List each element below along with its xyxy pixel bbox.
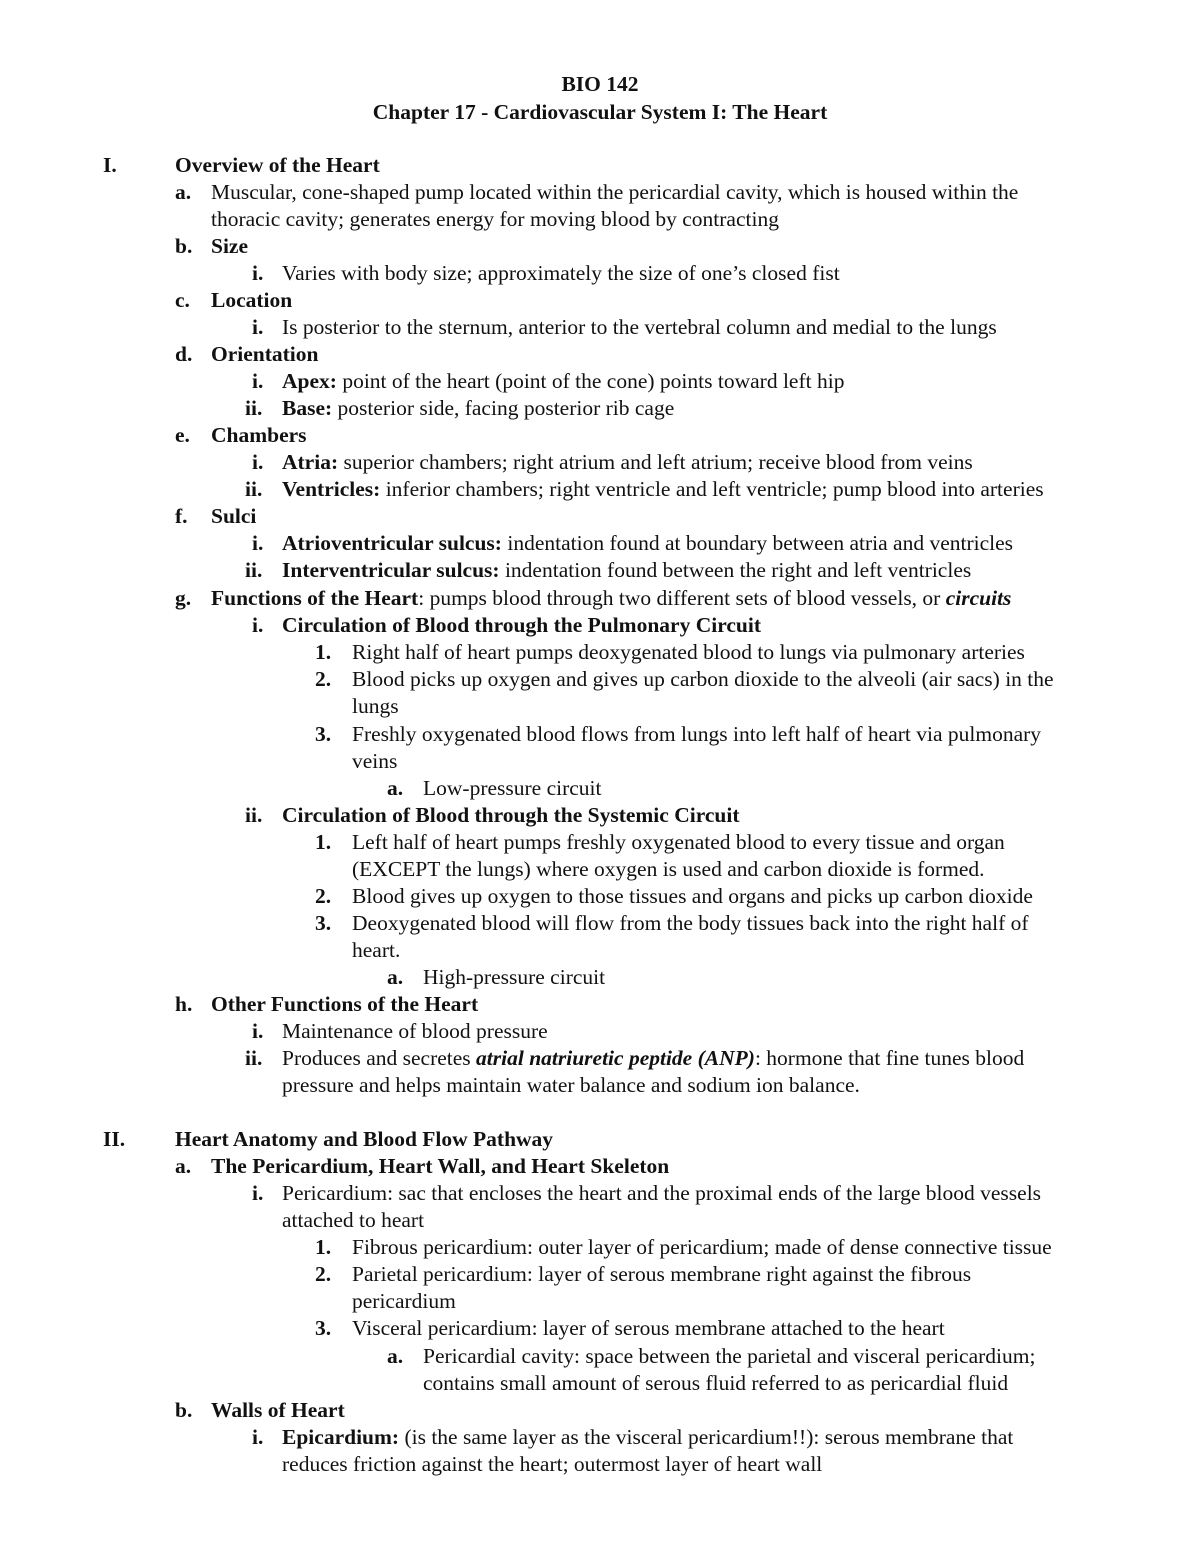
outline-text <box>282 557 971 584</box>
outline-text: (EXCEPT the lungs) where oxygen is used and carbon dioxide is formed. <box>352 857 985 881</box>
list-marker: a. <box>387 776 404 800</box>
list-marker: 2. <box>315 1262 332 1286</box>
outline-text: Deoxygenated blood will flow from the body tissues back into the right half of <box>352 911 1029 935</box>
list-marker: 1. <box>315 640 332 664</box>
list-marker: b. <box>175 1398 193 1422</box>
list-marker: 1. <box>315 830 332 854</box>
outline-text: pericardium <box>352 1289 456 1313</box>
definition: indentation found between the right and left ventricles <box>499 558 972 582</box>
section-marker: I. <box>103 153 117 177</box>
outline-text <box>282 476 1044 503</box>
list-marker: f. <box>175 504 188 528</box>
term: Atrioventricular sulcus: <box>282 531 502 555</box>
outline-text: Blood gives up oxygen to those tissues and organs and picks up carbon dioxide <box>352 884 1033 908</box>
term: Epicardium: <box>282 1425 400 1449</box>
outline-text: thoracic cavity; generates energy for moving blood by contracting <box>211 207 779 231</box>
outline-text: attached to heart <box>282 1208 425 1232</box>
subsection-heading: Location <box>211 288 293 312</box>
definition: posterior side, facing posterior rib cage <box>332 396 675 420</box>
section-heading: Heart Anatomy and Blood Flow Pathway <box>175 1127 554 1151</box>
outline-text: Fibrous pericardium: outer layer of pericardium; made of dense connective tissue <box>352 1235 1052 1259</box>
outline-text <box>282 1424 1013 1451</box>
list-marker: a. <box>387 1344 404 1368</box>
outline-text: Maintenance of blood pressure <box>282 1019 548 1043</box>
list-marker: i. <box>252 1181 264 1205</box>
term: Ventricles: <box>282 477 381 501</box>
outline-text: High-pressure circuit <box>423 965 606 989</box>
list-marker: c. <box>175 288 190 312</box>
subsection-heading: Walls of Heart <box>211 1398 345 1422</box>
course-title: BIO 142 <box>561 72 639 96</box>
definition: indentation found at boundary between atria and ventricles <box>501 531 1014 555</box>
emphasis: circuits <box>945 586 1012 610</box>
subsection-heading: Size <box>211 234 249 258</box>
subsection-heading: Orientation <box>211 342 319 366</box>
section-heading: Overview of the Heart <box>175 153 380 177</box>
definition: Produces and secretes <box>282 1046 477 1070</box>
definition: superior chambers; right atrium and left atrium; receive blood from veins <box>338 450 973 474</box>
outline-text: Parietal pericardium: layer of serous membrane right against the fibrous <box>352 1262 972 1286</box>
outline-text <box>282 368 844 395</box>
subsection-heading: Sulci <box>211 504 257 528</box>
outline-text: reduces friction against the heart; outermost layer of heart wall <box>282 1452 823 1476</box>
list-marker: b. <box>175 234 193 258</box>
list-marker: a. <box>387 965 404 989</box>
list-marker: ii. <box>245 1046 263 1070</box>
outline-text: contains small amount of serous fluid referred to as pericardial fluid <box>423 1371 1009 1395</box>
outline-text: pressure and helps maintain water balance and sodium ion balance. <box>282 1073 860 1097</box>
list-marker: i. <box>252 315 264 339</box>
list-marker: ii. <box>245 803 263 827</box>
chapter-title: Chapter 17 - Cardiovascular System I: The Heart <box>372 100 828 124</box>
outline-text: Varies with body size; approximately the size of one’s closed fist <box>282 261 840 285</box>
list-marker: h. <box>175 992 193 1016</box>
list-marker: i. <box>252 369 264 393</box>
section-marker: II. <box>103 1127 126 1151</box>
outline-text: Right half of heart pumps deoxygenated blood to lungs via pulmonary arteries <box>352 640 1025 664</box>
outline-text: Blood picks up oxygen and gives up carbon dioxide to the alveoli (air sacs) in the <box>352 667 1054 691</box>
outline-text <box>282 395 674 422</box>
list-marker: 2. <box>315 884 332 908</box>
list-marker: ii. <box>245 558 263 582</box>
subsection-heading: Other Functions of the Heart <box>211 992 479 1016</box>
list-marker: 3. <box>315 722 332 746</box>
subsection-heading: Chambers <box>211 423 307 447</box>
subsection-heading: The Pericardium, Heart Wall, and Heart Skeleton <box>211 1154 670 1178</box>
outline-text <box>211 585 1011 612</box>
list-marker: i. <box>252 261 264 285</box>
list-marker: a. <box>175 1154 192 1178</box>
term: Apex: <box>282 369 337 393</box>
definition: point of the heart (point of the cone) points toward left hip <box>336 369 845 393</box>
list-marker: i. <box>252 613 264 637</box>
definition: : pumps blood through two different sets of blood vessels, or <box>418 586 946 610</box>
outline-text: Freshly oxygenated blood flows from lungs into left half of heart via pulmonary <box>352 722 1042 746</box>
outline-text <box>282 1045 1024 1072</box>
list-marker: ii. <box>245 396 263 420</box>
list-marker: a. <box>175 180 192 204</box>
outline-text: heart. <box>352 938 401 962</box>
outline-text <box>282 449 973 476</box>
outline-text: Is posterior to the sternum, anterior to the vertebral column and medial to the lungs <box>282 315 997 339</box>
outline-text: Pericardial cavity: space between the parietal and visceral pericardium; <box>423 1344 1036 1368</box>
term: Interventricular sulcus: <box>282 558 500 582</box>
list-marker: i. <box>252 1019 264 1043</box>
outline-text: Muscular, cone-shaped pump located within the pericardial cavity, which is housed within the <box>211 180 1019 204</box>
outline-text: lungs <box>352 694 399 718</box>
outline-text <box>282 530 1013 557</box>
list-marker: g. <box>175 586 192 610</box>
list-marker: 3. <box>315 1316 332 1340</box>
list-marker: i. <box>252 450 264 474</box>
term: Base: <box>282 396 333 420</box>
outline-text: Left half of heart pumps freshly oxygenated blood to every tissue and organ <box>352 830 1005 854</box>
list-marker: 3. <box>315 911 332 935</box>
list-marker: i. <box>252 531 264 555</box>
emphasis: atrial natriuretic peptide (ANP) <box>476 1046 755 1070</box>
list-marker: 2. <box>315 667 332 691</box>
definition: inferior chambers; right ventricle and left ventricle; pump blood into arteries <box>380 477 1044 501</box>
term: Atria: <box>282 450 339 474</box>
list-marker: 1. <box>315 1235 332 1259</box>
list-marker: e. <box>175 423 190 447</box>
subsection-heading: Circulation of Blood through the Pulmonary Circuit <box>282 613 762 637</box>
subsection-heading: Functions of the Heart <box>211 586 419 610</box>
subsection-heading: Circulation of Blood through the Systemic Circuit <box>282 803 740 827</box>
outline-text: Low-pressure circuit <box>423 776 602 800</box>
list-marker: ii. <box>245 477 263 501</box>
outline-text: Pericardium: sac that encloses the heart and the proximal ends of the large blood vessels <box>282 1181 1042 1205</box>
outline-text: veins <box>352 749 398 773</box>
outline-text: Visceral pericardium: layer of serous membrane attached to the heart <box>352 1316 945 1340</box>
definition: (is the same layer as the visceral pericardium!!): serous membrane that <box>399 1425 1014 1449</box>
list-marker: i. <box>252 1425 264 1449</box>
list-marker: d. <box>175 342 193 366</box>
definition: : hormone that fine tunes blood <box>754 1046 1025 1070</box>
